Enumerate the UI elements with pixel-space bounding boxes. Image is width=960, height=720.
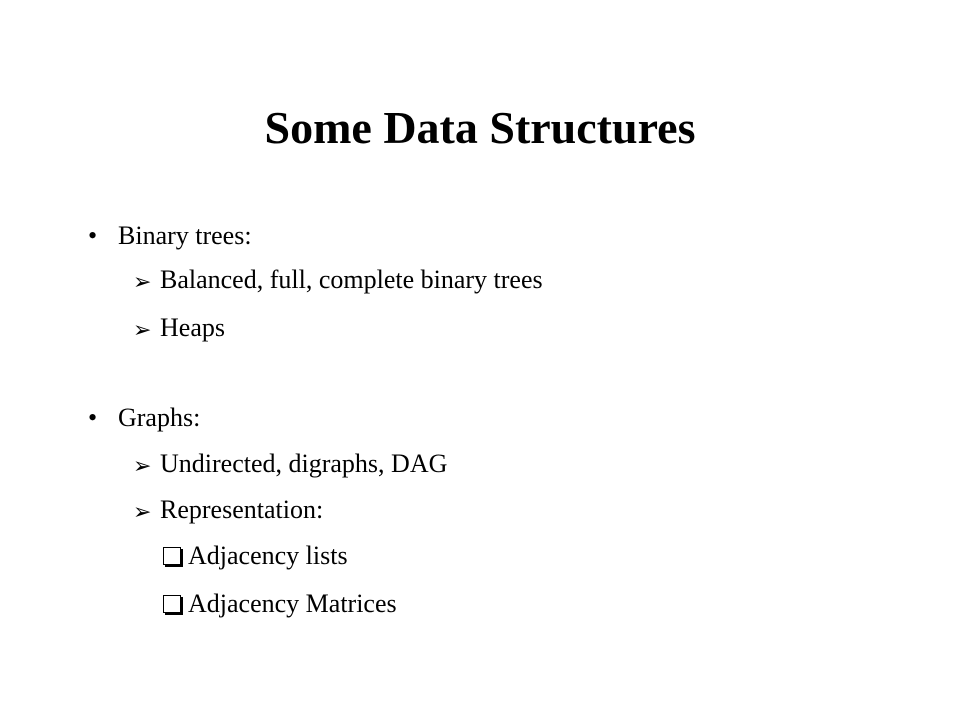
item-text: Undirected, digraphs, DAG (160, 449, 448, 478)
item-text: Adjacency lists (188, 541, 348, 570)
sub-item-representation (133, 494, 324, 526)
arrowhead-icon: ➢ (133, 269, 152, 294)
item-text: Heaps (160, 313, 225, 342)
arrowhead-icon: ➢ (133, 317, 152, 342)
square-bullet-icon (163, 547, 181, 565)
sub-item-heaps (133, 312, 225, 344)
slide-title: Some Data Structures (264, 102, 696, 153)
item-text: Adjacency Matrices (188, 589, 397, 618)
item-text: Representation: (160, 495, 324, 524)
arrowhead-icon: ➢ (133, 453, 152, 478)
bullet-icon: • (88, 403, 98, 432)
item-text: Graphs: (118, 403, 201, 432)
sub-sub-item-adjacency-matrices (188, 588, 397, 620)
bullet-item-graphs (88, 402, 201, 434)
item-text: Balanced, full, complete binary trees (160, 265, 543, 294)
arrowhead-icon: ➢ (133, 499, 152, 524)
sub-item-balanced-trees (133, 264, 543, 296)
sub-sub-item-adjacency-lists (188, 540, 348, 572)
bullet-item-binary-trees (88, 220, 252, 252)
sub-item-undirected (133, 448, 448, 480)
bullet-icon: • (88, 221, 98, 250)
item-text: Binary trees: (118, 221, 252, 250)
square-bullet-icon (163, 595, 181, 613)
